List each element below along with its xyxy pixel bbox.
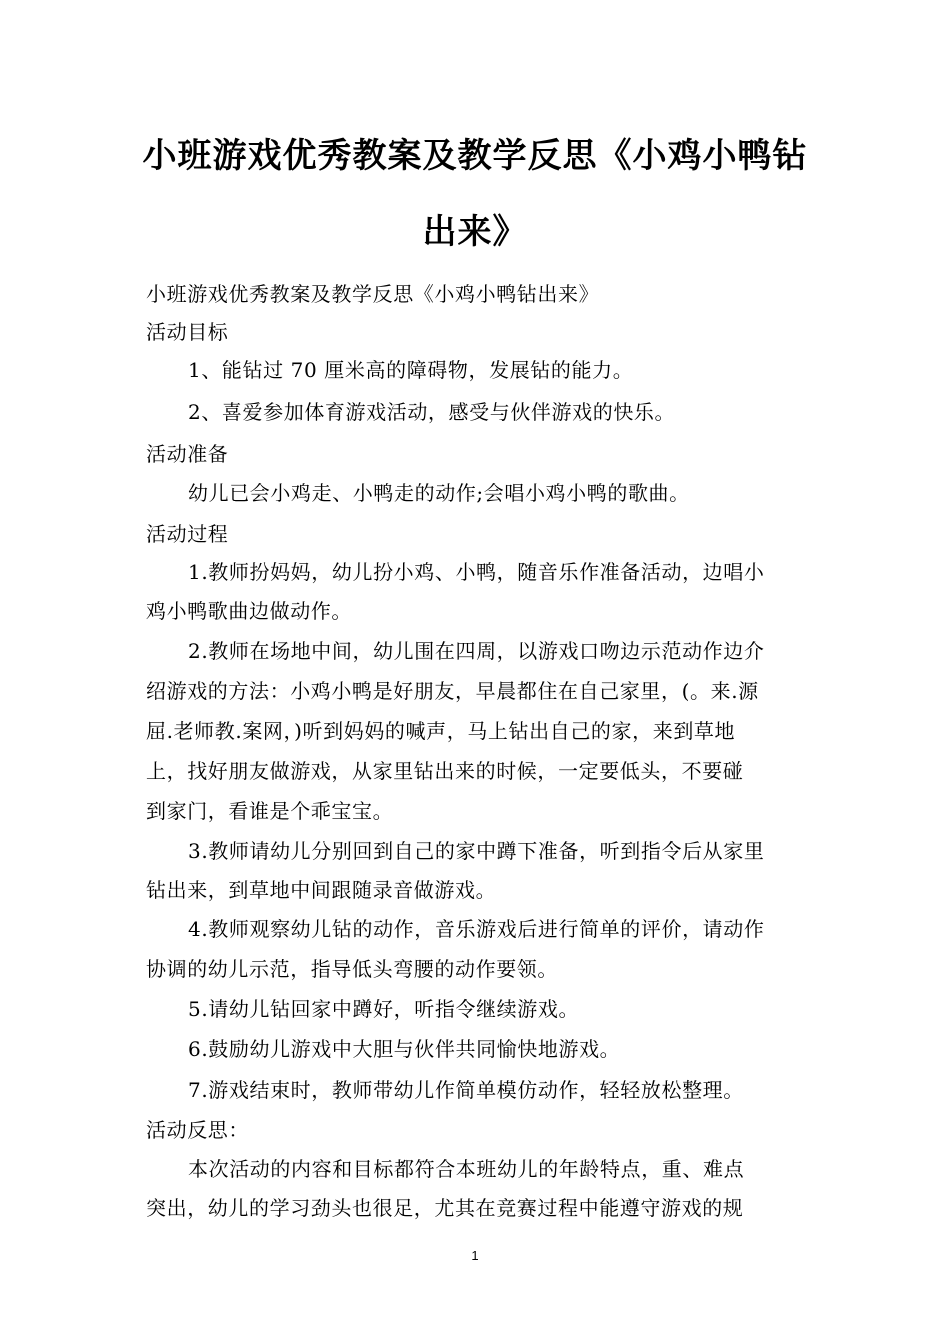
- reflection-line-1: 本次活动的内容和目标都符合本班幼儿的年龄特点，重、难点: [188, 1157, 745, 1181]
- process-step-2-line-1: 2.教师在场地中间，幼儿围在四周，以游戏口吻边示范动作边介: [188, 639, 765, 663]
- process-step-3-line-1: 3.教师请幼儿分别回到自己的家中蹲下准备，听到指令后从家里: [188, 839, 765, 863]
- process-step-4-line-1: 4.教师观察幼儿钻的动作，音乐游戏后进行简单的评价，请动作: [188, 917, 765, 941]
- process-step-3-line-2: 钻出来，到草地中间跟随录音做游戏。: [146, 878, 497, 902]
- process-step-2-line-4: 上，找好朋友做游戏，从家里钻出来的时候，一定要低头，不要碰: [146, 759, 744, 783]
- reflection-heading: 活动反思：: [146, 1118, 249, 1142]
- document-title-line-1: 小班游戏优秀教案及教学反思《小鸡小鸭钻: [142, 136, 808, 176]
- goals-heading: 活动目标: [146, 320, 229, 344]
- document-subtitle: 小班游戏优秀教案及教学反思《小鸡小鸭钻出来》: [146, 282, 600, 306]
- process-step-5: 5.请幼儿钻回家中蹲好，听指令继续游戏。: [188, 997, 580, 1021]
- prep-item-1: 幼儿已会小鸡走、小鸭走的动作;会唱小鸡小鸭的歌曲。: [188, 481, 690, 505]
- document-title-line-2: 出来》: [422, 212, 528, 252]
- process-step-1-line-2: 鸡小鸭歌曲边做动作。: [146, 599, 352, 623]
- process-heading: 活动过程: [146, 522, 229, 546]
- page-number: 1: [471, 1248, 479, 1263]
- reflection-line-2: 突出，幼儿的学习劲头也很足，尤其在竞赛过程中能遵守游戏的规: [146, 1196, 744, 1220]
- process-step-1-line-1: 1.教师扮妈妈，幼儿扮小鸡、小鸭，随音乐作准备活动，边唱小: [188, 560, 765, 584]
- prep-heading: 活动准备: [146, 442, 229, 466]
- process-step-2-line-2: 绍游戏的方法：小鸡小鸭是好朋友，早晨都住在自己家里，(。来.源: [146, 679, 759, 703]
- process-step-4-line-2: 协调的幼儿示范，指导低头弯腰的动作要领。: [146, 957, 558, 981]
- process-step-2-line-3: 屈.老师教.案网，)听到妈妈的喊声，马上钻出自己的家，来到草地: [146, 719, 736, 743]
- process-step-7: 7.游戏结束时，教师带幼儿作简单模仿动作，轻轻放松整理。: [188, 1078, 744, 1102]
- goal-item-2: 2、喜爱参加体育游戏活动，感受与伙伴游戏的快乐。: [188, 400, 676, 424]
- goal-item-1: 1、能钻过 70 厘米高的障碍物，发展钻的能力。: [188, 358, 634, 382]
- process-step-2-line-5: 到家门，看谁是个乖宝宝。: [146, 799, 394, 823]
- process-step-6: 6.鼓励幼儿游戏中大胆与伙伴共同愉快地游戏。: [188, 1037, 621, 1061]
